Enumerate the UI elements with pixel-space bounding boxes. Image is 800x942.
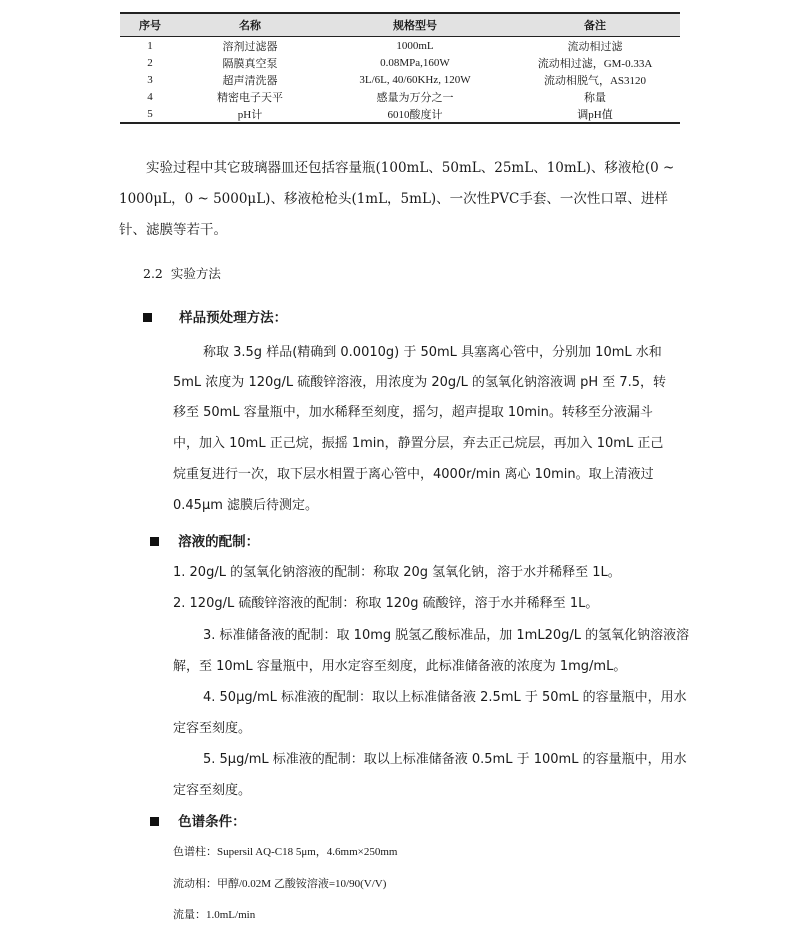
condition-column: 色谱柱：Supersil AQ-C18 5μm，4.6mm×250mm [173,846,398,858]
cell-index: 3 [147,73,153,86]
table-row [120,37,680,55]
solution-prep-heading-text: 溶液的配制： [178,534,260,550]
chromatography-heading-text: 色谱条件： [178,814,246,830]
cell-remark: 流动相过滤，GM-0.33A [537,57,653,70]
cell-name: 隔膜真空泵 [222,56,278,70]
cell-spec: 0.08MPa,160W [380,56,450,69]
solution-item: 4. 50μg/mL 标准液的配制：取以上标准储备液 2.5mL 于 50mL 的容量瓶中，用水 [203,690,687,705]
pretreatment-line: 移至 50mL 容量瓶中，加水稀释至刻度，摇匀，超声提取 10min。转移至分液漏斗 [173,405,653,420]
pretreatment-line: 5mL 浓度为 120g/L 硫酸锌溶液，用浓度为 20g/L 的氢氧化钠溶液调 pH 至 7.5，转 [173,375,667,390]
section-heading [143,264,221,282]
pretreatment-line: 称取 3.5g 样品(精确到 0.0010g) 于 50mL 具塞离心管中，分别加 10mL 水和 [203,345,662,360]
table-row [120,71,680,88]
pretreatment-line: 0.45μm 滤膜后待测定。 [173,498,319,513]
header-name: 名称 [180,13,320,37]
chromatography-heading [150,810,246,830]
cell-spec: 3L/6L, 40/60KHz, 120W [359,73,471,86]
solution-item: 2. 120g/L 硫酸锌溶液的配制：称取 120g 硫酸锌，溶于水并稀释至 1L。 [173,596,599,611]
pretreatment-line: 烷重复进行一次，取下层水相置于离心管中，4000r/min 离心 10min。取上清液过 [173,467,654,482]
section-title: 实验方法 [170,266,221,281]
solution-prep-heading [150,530,259,550]
section-number: 2.2 [143,266,163,281]
cell-spec: 感量为万分之一 [376,91,454,104]
condition-mobile-phase: 流动相：甲醇/0.02M 乙酸铵溶液=10/90(V/V) [173,878,387,890]
cell-name: 精密电子天平 [217,90,283,104]
cell-remark: 流动相脱气，AS3120 [543,74,647,87]
header-remark: 备注 [510,13,680,37]
solution-item: 3. 标准储备液的配制：取 10mg 脱氢乙酸标准品，加 1mL20g/L 的氢氧化钠溶液溶 [203,628,690,643]
solution-item: 1. 20g/L 的氢氧化钠溶液的配制：称取 20g 氢氧化钠，溶于水并稀释至 1L。 [173,565,621,580]
intro-line: 针、滤膜等若干。 [119,222,227,238]
cell-name: pH计 [180,105,320,123]
equipment-table [120,12,680,124]
cell-remark: 调pH值 [510,105,680,123]
intro-line: 实验过程中其它玻璃器皿还包括容量瓶(100mL、50mL、25mL、10mL)、移液枪(0 ~ [146,160,675,176]
pretreatment-heading [143,306,287,326]
cell-spec: 1000mL [396,39,434,52]
solution-item-cont: 定容至刻度。 [173,721,252,736]
condition-flow-rate: 流量：1.0mL/min [173,909,256,921]
table-row [120,105,680,123]
cell-index: 4 [147,90,153,103]
solution-item-cont: 解，至 10mL 容量瓶中，用水定容至刻度，此标准储备液的浓度为 1mg/mL。 [173,659,627,674]
cell-index: 1 [147,39,153,52]
bullet-square-icon [150,537,159,546]
table-row [120,88,680,105]
cell-remark: 流动相过滤 [567,40,623,53]
cell-remark: 称量 [584,91,606,104]
solution-item: 5. 5μg/mL 标准液的配制：取以上标准储备液 0.5mL 于 100mL 的容量瓶中，用水 [203,752,687,767]
pretreatment-heading-text: 样品预处理方法： [179,310,288,326]
bullet-square-icon [143,313,152,322]
intro-line: 1000μL，0 ~ 5000μL)、移液枪枪头(1mL，5mL)、一次性PVC手套、一次性口罩、进样 [119,191,668,207]
solution-item-cont: 定容至刻度。 [173,783,252,798]
bullet-square-icon [150,817,159,826]
cell-index: 2 [147,56,153,69]
pretreatment-line: 中，加入 10mL 正己烷，振摇 1min，静置分层，弃去正己烷层，再加入 10mL 正己 [173,436,664,451]
cell-name: 超声清洗器 [222,73,278,87]
cell-index: 5 [120,105,180,123]
header-index: 序号 [120,13,180,37]
header-spec: 规格型号 [320,13,510,37]
cell-name: 溶剂过滤器 [222,39,278,53]
table-row [120,54,680,71]
cell-spec: 6010酸度计 [320,105,510,123]
table-header-row [120,13,680,37]
